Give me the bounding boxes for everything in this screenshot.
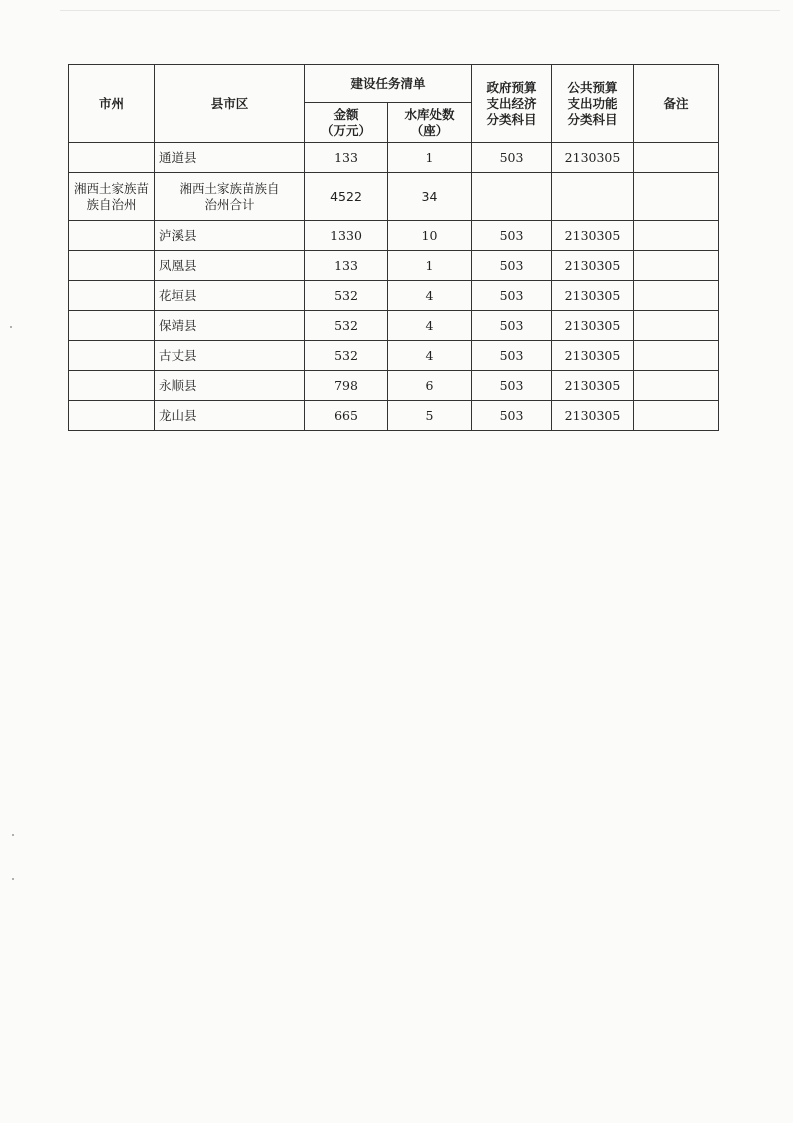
cell-public-func: 2130305 (552, 281, 634, 311)
cell-gov-econ: 503 (472, 281, 552, 311)
cell-public-func: 2130305 (552, 311, 634, 341)
table-row (69, 401, 719, 431)
cell-amount: 665 (305, 401, 388, 431)
table-row (69, 251, 719, 281)
cell-amount: 133 (305, 143, 388, 173)
table-row (69, 221, 719, 251)
cell-amount: 1330 (305, 221, 388, 251)
construction-task-table (68, 64, 719, 431)
cell-county-total: 湘西土家族苗族自治州合计 (155, 173, 305, 221)
cell-remarks (634, 281, 719, 311)
cell-city (69, 221, 155, 251)
table-row-total (69, 173, 719, 221)
table-row (69, 143, 719, 173)
cell-county: 保靖县 (155, 311, 305, 341)
cell-city: 湘西土家族苗族自治州 (69, 173, 155, 221)
cell-city (69, 281, 155, 311)
cell-amount: 532 (305, 311, 388, 341)
cell-city (69, 371, 155, 401)
cell-gov-econ: 503 (472, 221, 552, 251)
table-row (69, 311, 719, 341)
cell-gov-econ: 503 (472, 251, 552, 281)
cell-public-func: 2130305 (552, 401, 634, 431)
page-top-edge (60, 10, 780, 11)
cell-public-func: 2130305 (552, 143, 634, 173)
cell-reservoirs: 4 (388, 281, 472, 311)
cell-reservoirs: 4 (388, 341, 472, 371)
header-remarks: 备注 (634, 65, 719, 143)
cell-gov-econ: 503 (472, 401, 552, 431)
header-amount: 金额 （万元） (305, 103, 388, 143)
cell-remarks (634, 221, 719, 251)
header-city: 市州 (69, 65, 155, 143)
cell-remarks (634, 401, 719, 431)
header-task-list: 建设任务清单 (305, 65, 472, 103)
cell-city (69, 143, 155, 173)
header-reservoirs: 水库处数 （座） (388, 103, 472, 143)
scan-speck (10, 326, 12, 328)
cell-county: 凤凰县 (155, 251, 305, 281)
cell-amount: 4522 (305, 173, 388, 221)
scan-speck (12, 834, 14, 836)
cell-public-func: 2130305 (552, 251, 634, 281)
cell-remarks (634, 251, 719, 281)
cell-gov-econ: 503 (472, 143, 552, 173)
table-row (69, 281, 719, 311)
cell-public-func: 2130305 (552, 341, 634, 371)
cell-county: 花垣县 (155, 281, 305, 311)
cell-public-func: 2130305 (552, 371, 634, 401)
cell-public-func (552, 173, 634, 221)
scan-speck (12, 878, 14, 880)
header-county: 县市区 (155, 65, 305, 143)
header-row-top (69, 65, 719, 103)
cell-amount: 133 (305, 251, 388, 281)
cell-remarks (634, 173, 719, 221)
cell-county: 泸溪县 (155, 221, 305, 251)
cell-county: 通道县 (155, 143, 305, 173)
cell-reservoirs: 10 (388, 221, 472, 251)
cell-reservoirs: 6 (388, 371, 472, 401)
cell-remarks (634, 143, 719, 173)
cell-remarks (634, 341, 719, 371)
cell-gov-econ: 503 (472, 341, 552, 371)
cell-amount: 532 (305, 281, 388, 311)
cell-city (69, 341, 155, 371)
cell-amount: 532 (305, 341, 388, 371)
table-row (69, 371, 719, 401)
cell-county: 古丈县 (155, 341, 305, 371)
cell-reservoirs: 5 (388, 401, 472, 431)
cell-county: 永顺县 (155, 371, 305, 401)
cell-county: 龙山县 (155, 401, 305, 431)
cell-reservoirs: 34 (388, 173, 472, 221)
cell-remarks (634, 371, 719, 401)
cell-gov-econ (472, 173, 552, 221)
cell-city (69, 401, 155, 431)
cell-gov-econ: 503 (472, 311, 552, 341)
table-row (69, 341, 719, 371)
cell-public-func: 2130305 (552, 221, 634, 251)
cell-reservoirs: 4 (388, 311, 472, 341)
cell-amount: 798 (305, 371, 388, 401)
header-gov-econ-category: 政府预算 支出经济 分类科目 (472, 65, 552, 143)
header-public-func-category: 公共预算 支出功能 分类科目 (552, 65, 634, 143)
cell-city (69, 251, 155, 281)
cell-reservoirs: 1 (388, 143, 472, 173)
cell-gov-econ: 503 (472, 371, 552, 401)
cell-city (69, 311, 155, 341)
cell-remarks (634, 311, 719, 341)
cell-reservoirs: 1 (388, 251, 472, 281)
